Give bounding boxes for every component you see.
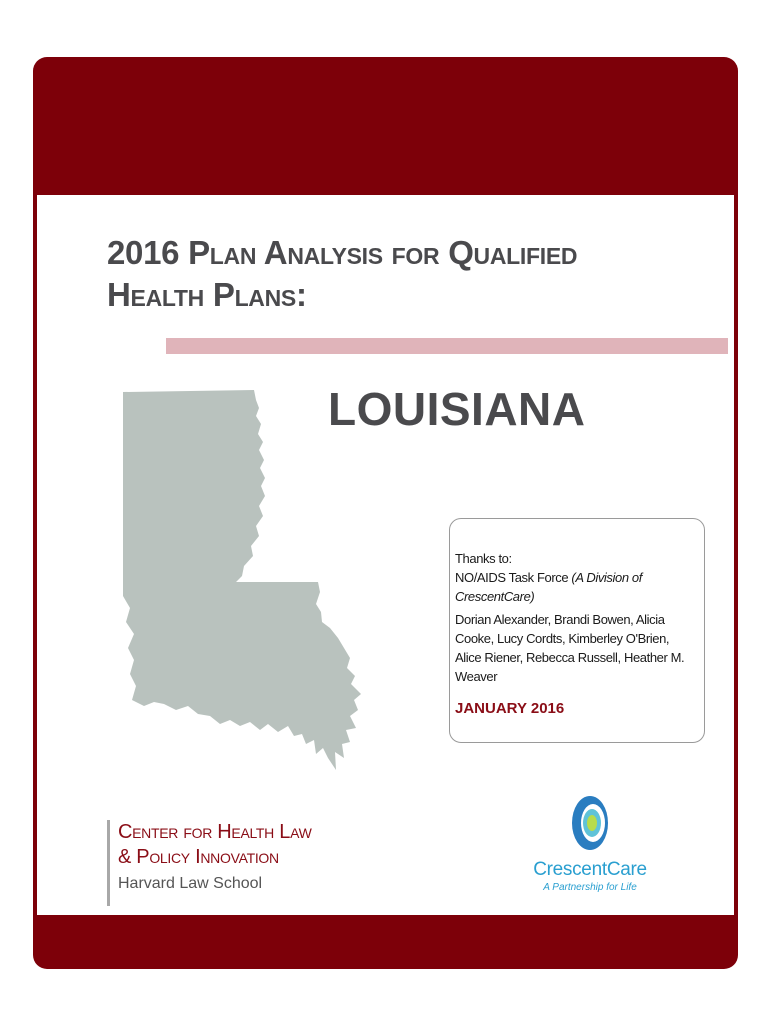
chlpi-logo-line1: Center for Health Law (118, 821, 312, 843)
louisiana-map-icon (118, 386, 366, 776)
report-title (107, 232, 667, 316)
organization-division: (A Division of CrescentCare) (455, 570, 642, 604)
crescentcare-tagline: A Partnership for Life (543, 882, 637, 893)
state-name: LOUISIANA (328, 383, 586, 435)
crescentcare-name: CrescentCare (533, 859, 647, 880)
report-title-line1: 2016 Plan Analysis for Qualified (107, 234, 578, 271)
thanks-label: Thanks to: (455, 551, 512, 566)
report-title-line2: Health Plans: (107, 276, 307, 313)
chlpi-logo (107, 820, 312, 906)
publication-date: JANUARY 2016 (455, 700, 565, 717)
author-names: Dorian Alexander, Brandi Bowen, Alicia Cooke, Lucy Cordts, Kimberley O'Brien, Alice Riener, Rebecca Russell, Heather M. Weaver (455, 612, 685, 684)
title-divider (166, 338, 728, 354)
credits-box (449, 518, 705, 743)
chlpi-logo-line2: & Policy Innovation (118, 846, 279, 868)
chlpi-logo-line3: Harvard Law School (118, 875, 263, 892)
organization-line (455, 568, 694, 606)
crescent-logo-icon (570, 793, 610, 853)
crescentcare-logo (530, 793, 650, 908)
organization-name: NO/AIDS Task Force (455, 570, 569, 585)
